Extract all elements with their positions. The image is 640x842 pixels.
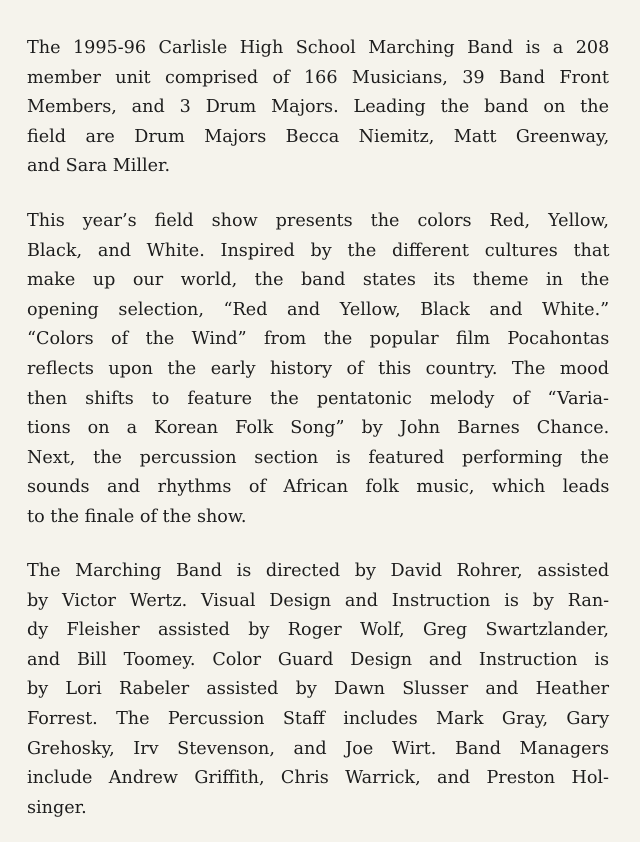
text-line: sounds and rhythms of African folk music, which leads [27, 477, 610, 498]
text-line: reflects upon the early history of this country. The mood [27, 358, 610, 379]
text-line: tions on a Korean Folk Song” by John Barnes Chance. [27, 418, 610, 439]
text-line: by Victor Wertz. Visual Design and Instruction is by Ran- [27, 590, 610, 611]
text-line: “Colors of the Wind” from the popular film Pocahontas [27, 329, 610, 350]
text-line: include Andrew Griffith, Chris Warrick, and Preston Hol- [27, 768, 609, 789]
text-line: dy Fleisher assisted by Roger Wolf, Greg Swartzlander, [27, 620, 609, 641]
text-line: Next, the percussion section is featured performing the [27, 447, 610, 468]
text-line: This year’s field show presents the colors Red, Yellow, [27, 211, 609, 231]
text-line: Black, and White. Inspired by the different cultures that [27, 240, 610, 261]
text-line: singer. [27, 797, 87, 818]
paragraph-field-show [27, 207, 609, 533]
text-line: make up our world, the band states its theme in the [27, 270, 610, 291]
text-line: and Bill Toomey. Color Guard Design and Instruction is [27, 649, 609, 670]
text-line: and Sara Miller. [27, 156, 171, 177]
text-line: then shifts to feature the pentatonic melody of “Varia- [27, 388, 609, 409]
text-line: The Marching Band is directed by David Rohrer, assisted [27, 561, 610, 581]
text-line: by Lori Rabeler assisted by Dawn Slusser and Heather [27, 679, 610, 700]
text-line: Members, and 3 Drum Majors. Leading the band on the [27, 97, 609, 118]
text-line: member unit comprised of 166 Musicians, 39 Band Front [27, 67, 609, 88]
text-line: field are Drum Majors Becca Niemitz, Matt Greenway, [27, 126, 610, 147]
paragraph-staff [27, 557, 609, 823]
text-line: The 1995-96 Carlisle High School Marching Band is a 208 [27, 38, 610, 58]
text-line: Grehosky, Irv Stevenson, and Joe Wirt. Band Managers [27, 738, 609, 759]
paragraph-band-overview [27, 34, 609, 182]
text-line: opening selection, “Red and Yellow, Black and White.” [27, 299, 610, 320]
text-line: Forrest. The Percussion Staff includes Mark Gray, Gary [27, 708, 610, 729]
text-line: to the finale of the show. [27, 506, 247, 527]
